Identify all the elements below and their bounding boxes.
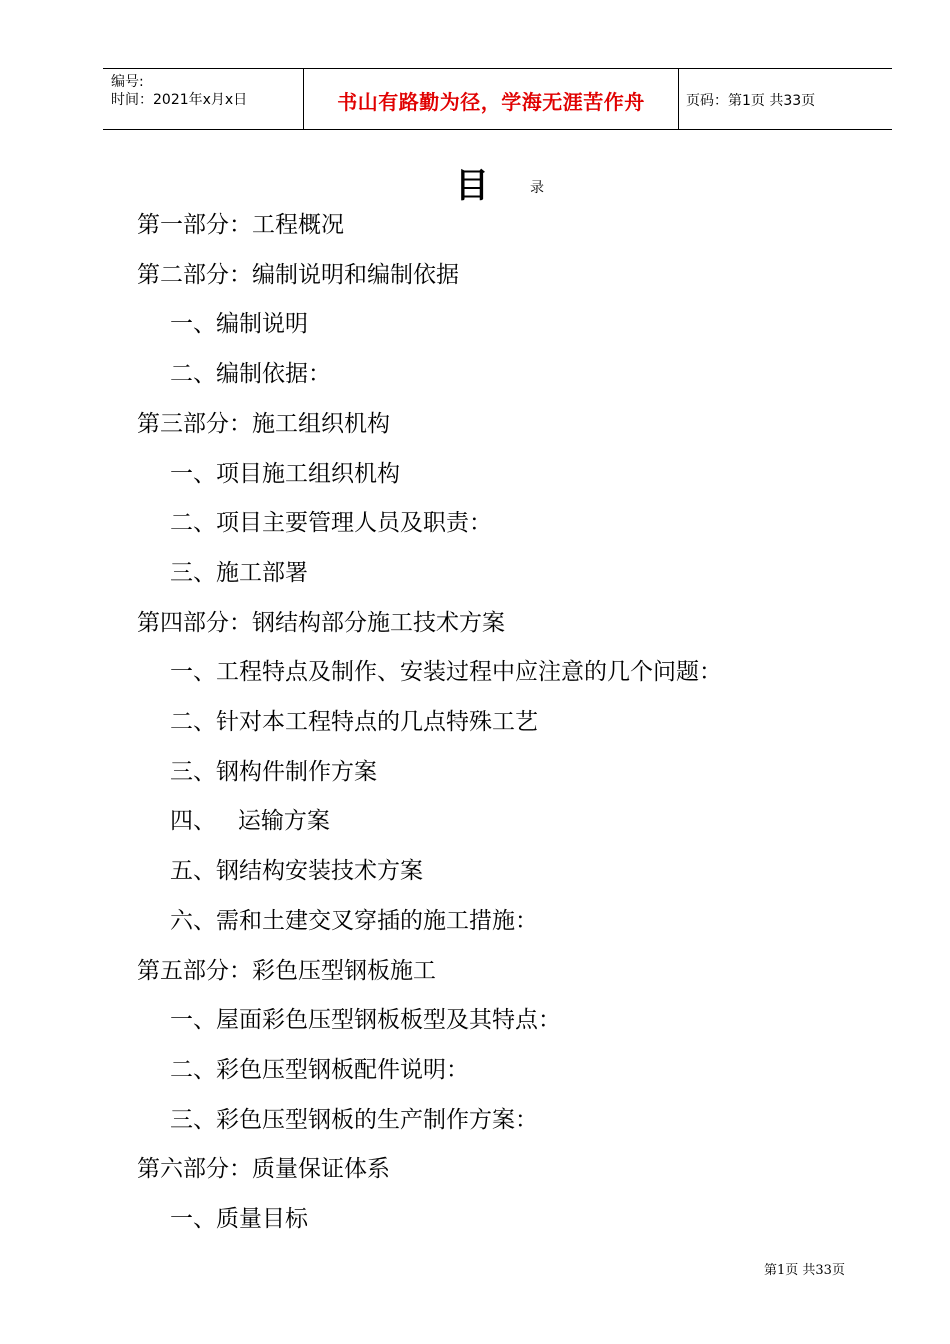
toc-section-entry: 第六部分：质量保证体系 <box>137 1156 390 1182</box>
toc-subsection-entry: 一、编制说明 <box>170 311 308 337</box>
page-info: 页码：第1页 共33页 <box>686 93 816 109</box>
toc-subsection-entry: 一、工程特点及制作、安装过程中应注意的几个问题： <box>170 659 722 685</box>
toc-subsection-entry: 二、项目主要管理人员及职责： <box>170 510 492 536</box>
header-page-cell <box>678 69 892 129</box>
motto: 书山有路勤为径，学海无涯苦作舟 <box>337 90 645 114</box>
page-footer: 第1页 共33页 <box>764 1263 845 1278</box>
toc-subsection-entry: 六、需和土建交叉穿插的施工措施： <box>170 908 538 934</box>
toc-subsection-entry: 二、彩色压型钢板配件说明： <box>170 1057 469 1083</box>
toc-subsection-entry: 一、屋面彩色压型钢板板型及其特点： <box>170 1007 561 1033</box>
toc-subsection-entry: 一、质量目标 <box>170 1206 308 1232</box>
date-line: 时间：2021年x月x日 <box>111 92 248 108</box>
toc-section-entry: 第五部分：彩色压型钢板施工 <box>137 958 436 984</box>
toc-subsection-entry: 四、 运输方案 <box>170 808 330 834</box>
serial-label: 编号: <box>111 74 144 90</box>
toc-section-entry: 第四部分：钢结构部分施工技术方案 <box>137 610 505 636</box>
toc-subsection-entry: 二、编制依据： <box>170 361 331 387</box>
toc-title-second: 录 <box>530 180 544 196</box>
toc-subsection-entry: 二、针对本工程特点的几点特殊工艺 <box>170 709 538 735</box>
toc-title <box>0 158 950 208</box>
toc-subsection-entry: 三、施工部署 <box>170 560 308 586</box>
document-header <box>103 68 892 130</box>
toc-section-entry: 第一部分：工程概况 <box>137 212 344 238</box>
toc-subsection-entry: 三、彩色压型钢板的生产制作方案： <box>170 1107 538 1133</box>
toc-title-main: 目 <box>455 166 489 206</box>
toc-section-entry: 第三部分：施工组织机构 <box>137 411 390 437</box>
toc-subsection-entry: 一、项目施工组织机构 <box>170 461 400 487</box>
header-info-cell <box>103 69 303 129</box>
toc-subsection-entry: 五、钢结构安装技术方案 <box>170 858 423 884</box>
toc-section-entry: 第二部分：编制说明和编制依据 <box>137 262 459 288</box>
header-motto-cell <box>303 69 679 129</box>
toc-subsection-entry: 三、钢构件制作方案 <box>170 759 377 785</box>
